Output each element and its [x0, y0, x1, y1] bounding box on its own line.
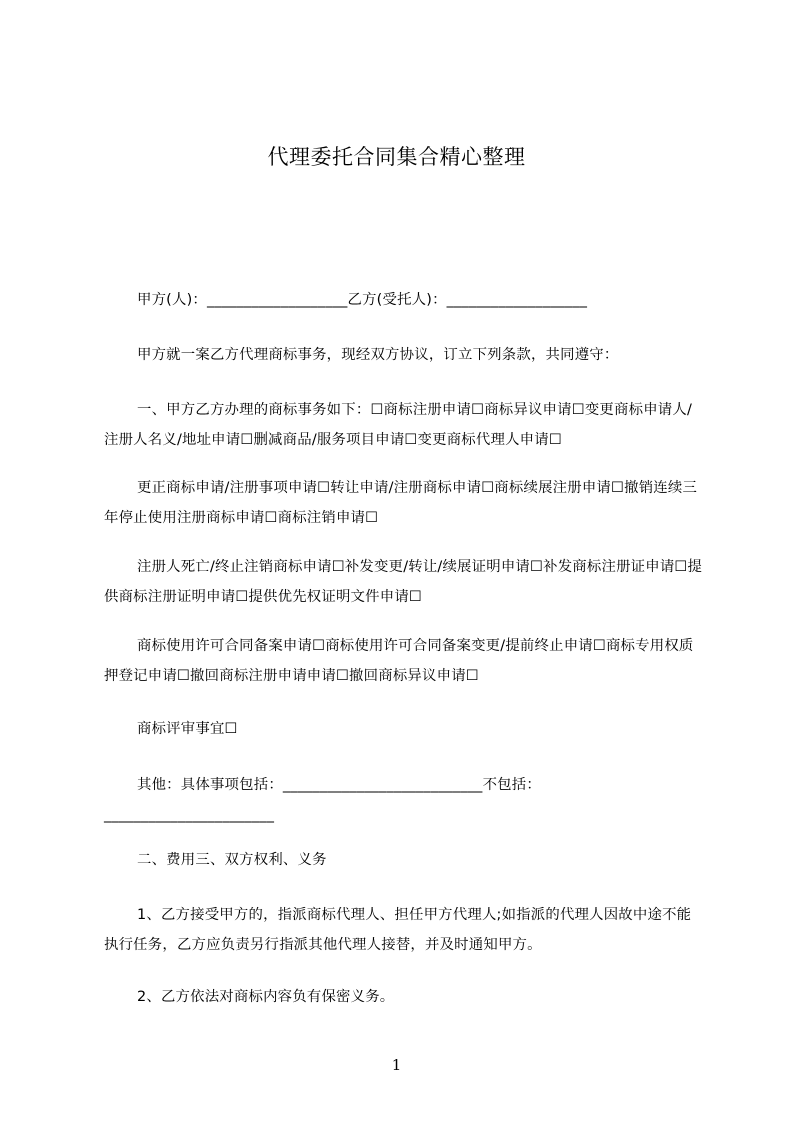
other-matters-line: 其他：具体事项包括：___________________________不包括：_______________________: [104, 777, 541, 823]
trademark-review-item: 商标评审事宜☐: [137, 721, 238, 737]
obligation-1-paragraph: 1、乙方接受甲方的，指派商标代理人、担任甲方代理人;如指派的代理人因故中途不能执行任务，乙方应负责另行指派其他代理人接替，并及时通知甲方。: [104, 907, 692, 953]
page-number: 1: [391, 1056, 402, 1074]
document-title: 代理委托合同集合精心整理: [267, 145, 526, 169]
trademark-matters-list-2: 更正商标申请/注册事项申请☐转让申请/注册商标申请☐商标续展注册申请☐撤销连续三年停止使用注册商标申请☐商标注销申请☐: [104, 480, 698, 526]
clause-2-3-heading: 二、费用三、双方权利、义务: [137, 852, 327, 868]
obligation-2-paragraph: 2、乙方依法对商标内容负有保密义务。: [137, 989, 395, 1005]
preamble-paragraph: 甲方就一案乙方代理商标事务，现经双方协议，订立下列条款，共同遵守：: [137, 347, 619, 363]
trademark-matters-list-4: 商标使用许可合同备案申请☐商标使用许可合同备案变更/提前终止申请☐商标专用权质押登记申请☐撤回商标注册申请申请☐撤回商标异议申请☐: [104, 638, 694, 684]
party-line: 甲方(人)：___________________乙方(受托人)：___________________: [137, 292, 588, 308]
trademark-matters-list-3: 注册人死亡/终止注销商标申请☐补发变更/转让/续展证明申请☐补发商标注册证申请☐提供商标注册证明申请☐提供优先权证明文件申请☐: [104, 559, 703, 605]
clause-1-trademark-matters: 一、甲方乙方办理的商标事务如下：☐商标注册申请☐商标异议申请☐变更商标申请人/注册人名义/地址申请☐删减商品/服务项目申请☐变更商标代理人申请☐: [104, 402, 693, 448]
